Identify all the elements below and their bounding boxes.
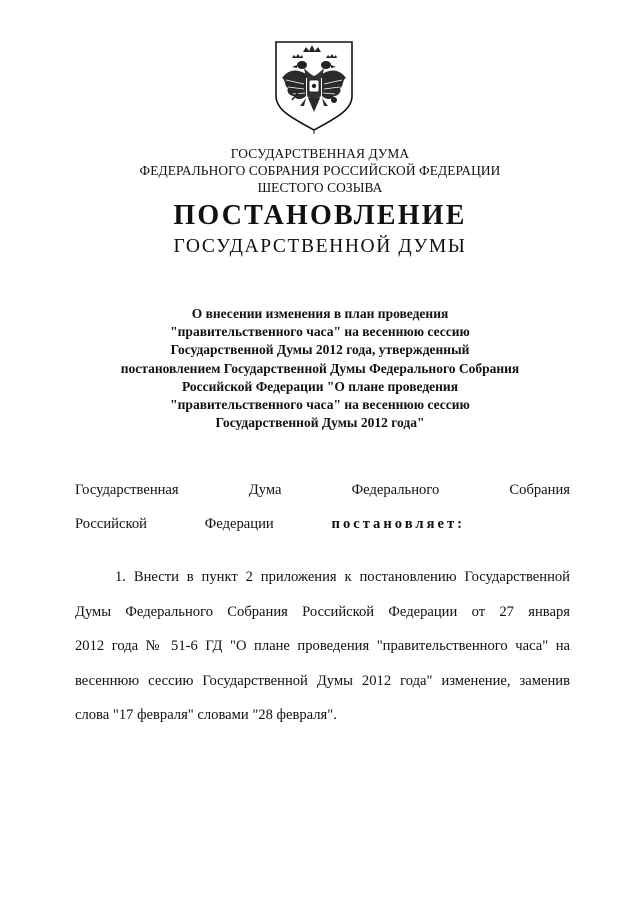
preamble-word: Федерального <box>351 482 440 498</box>
preamble-word: Дума <box>248 482 282 498</box>
preamble-word: Федерации <box>204 516 274 532</box>
body-line: весеннюю сессию Государственной Думы 2012 года" изменение, заменив <box>75 672 570 689</box>
body-line: 1. Внести в пункт 2 приложения к постановлению Государственной <box>115 569 570 585</box>
subject-line: постановлением Государственной Думы Федерального Собрания <box>120 360 520 376</box>
header-line-convocation: ШЕСТОГО СОЗЫВА <box>257 180 383 195</box>
resolves-verb: постановляет: <box>331 516 465 532</box>
header-line-duma: ГОСУДАРСТВЕННАЯ ДУМА <box>230 146 410 161</box>
subject-line: Российской Федерации "О плане проведения <box>182 378 458 394</box>
preamble-row-2 <box>75 516 465 533</box>
parliament-header <box>0 145 640 196</box>
document-subject <box>60 305 580 432</box>
body-line: Думы Федерального Собрания Российской Федерации от 27 января <box>75 603 570 620</box>
subject-line: "правительственного часа" на весеннюю сессию <box>170 397 470 413</box>
header-line-federal-assembly: ФЕДЕРАЛЬНОГО СОБРАНИЯ РОССИЙСКОЙ ФЕДЕРАЦИИ <box>139 163 501 178</box>
document-type-title: ПОСТАНОВЛЕНИЕ <box>173 200 467 231</box>
body-line: 2012 года № 51-6 ГД "О плане проведения "правительственного часа" на <box>75 638 570 654</box>
resolution-body <box>75 566 570 739</box>
body-line: слова "17 февраля" словами "28 февраля". <box>75 707 337 723</box>
document-issuer: ГОСУДАРСТВЕННОЙ ДУМЫ <box>173 236 467 257</box>
subject-line: "правительственного часа" на весеннюю сессию <box>170 324 470 340</box>
subject-line: Государственной Думы 2012 года, утвержденный <box>170 342 470 358</box>
preamble-row-1 <box>75 482 570 499</box>
preamble-word: Государственная <box>75 482 179 498</box>
russian-emblem-icon <box>270 38 358 134</box>
preamble-word: Собрания <box>509 482 570 498</box>
subject-line: О внесении изменения в план проведения <box>191 306 449 321</box>
preamble-word: Российской <box>75 516 147 532</box>
subject-line: Государственной Думы 2012 года" <box>215 415 425 431</box>
